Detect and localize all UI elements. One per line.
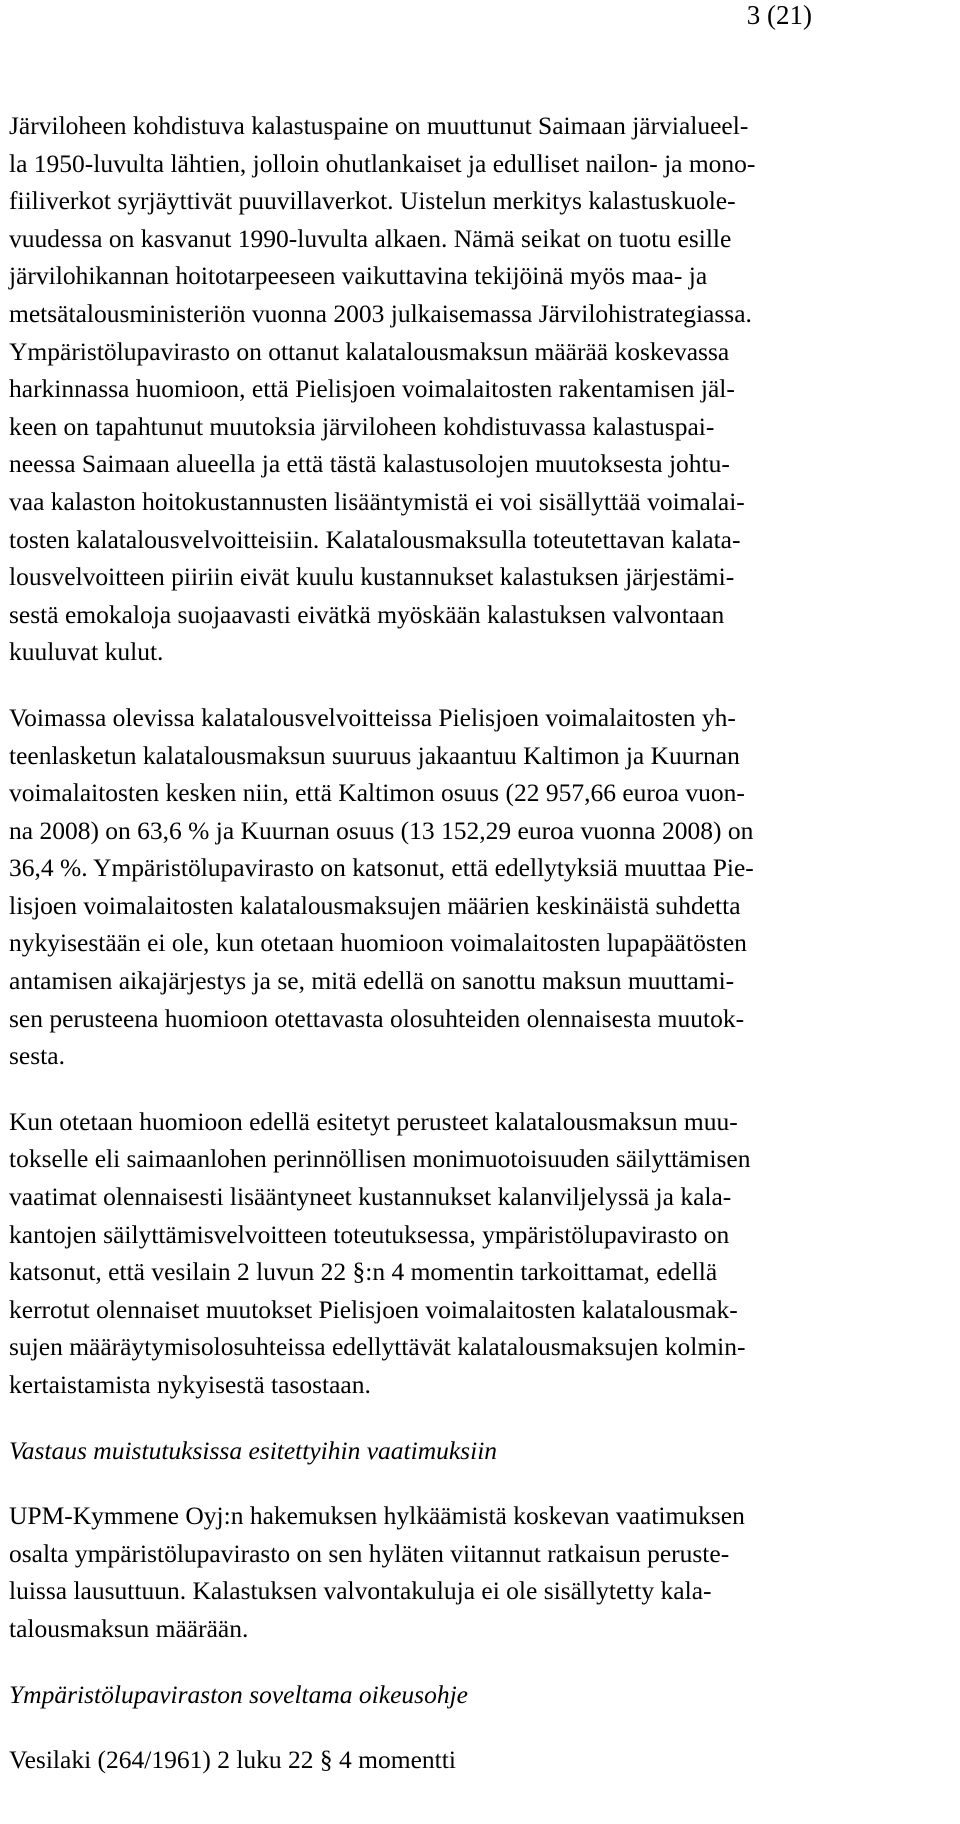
text-line: katsonut, että vesilain 2 luvun 22 §:n 4 momentin tarkoittamat, edellä: [9, 1257, 718, 1287]
paragraph-fee-distribution: [9, 699, 949, 1075]
section-heading: [9, 1676, 949, 1714]
text-line: Kun otetaan huomioon edellä esitetyt perusteet kalatalousmaksun muu-: [9, 1106, 738, 1136]
page-number: 3 (21): [746, 0, 812, 30]
text-line: sen perusteena huomioon otettavasta olosuhteiden olennaisesta muutok-: [9, 1003, 745, 1033]
text-line: sestä emokaloja suojaavasti eivätkä myöskään kalastuksen valvontaan: [9, 599, 725, 629]
text-line: antamisen aikajärjestys ja se, mitä edellä on sanottu maksun muuttami-: [9, 966, 735, 996]
text-line: voimalaitosten kesken niin, että Kaltimon osuus (22 957,66 euroa vuon-: [9, 778, 745, 808]
heading-text: Ympäristölupaviraston soveltama oikeusohje: [9, 1679, 468, 1709]
text-line: talousmaksun määrään.: [9, 1613, 249, 1643]
document-body: [9, 107, 949, 1779]
text-line: neessa Saimaan alueella ja että tästä kalastusolojen muutoksesta johtu-: [9, 449, 730, 479]
text-line: lisjoen voimalaitosten kalatalousmaksujen määrien keskinäistä suhdetta: [9, 890, 741, 920]
text-line: la 1950-luvulta lähtien, jolloin ohutlankaiset ja edulliset nailon- ja mono-: [9, 148, 756, 178]
text-line: kertaistamista nykyisestä tasostaan.: [9, 1370, 371, 1399]
text-line: lousvelvoitteen piiriin eivät kuulu kustannukset kalastuksen järjestämi-: [9, 562, 735, 592]
text-line: tokselle eli saimaanlohen perinnöllisen monimuotoisuuden säilyttämisen: [9, 1144, 751, 1174]
text-line: UPM-Kymmene Oyj:n hakemuksen hylkäämistä koskevan vaatimuksen: [9, 1501, 745, 1531]
text-line: Voimassa olevissa kalatalousvelvoitteissa Pielisjoen voimalaitosten yh-: [9, 702, 736, 732]
heading-text: Vastaus muistutuksissa esitettyihin vaatimuksiin: [9, 1435, 498, 1465]
text-line: sujen määräytymisolosuhteissa edellyttävät kalatalousmaksujen kolmin-: [9, 1332, 746, 1362]
text-line: 36,4 %. Ympäristölupavirasto on katsonut, että edellytyksiä muuttaa Pie-: [9, 853, 754, 883]
text-line: nykyisestään ei ole, kun otetaan huomioon voimalaitosten lupapäätösten: [9, 928, 747, 958]
text-line: metsätalousministeriön vuonna 2003 julkaisemassa Järvilohistrategiassa.: [9, 298, 752, 328]
text-line: vaa kalaston hoitokustannusten lisääntymistä ei voi sisällyttää voimalai-: [9, 486, 745, 516]
text-line: Järviloheen kohdistuva kalastuspaine on muuttunut Saimaan järvialueel-: [9, 111, 749, 140]
text-line: kuuluvat kulut.: [9, 637, 164, 667]
paragraph-fee-tripling: [9, 1103, 949, 1404]
text-line: Ympäristölupavirasto on ottanut kalatalousmaksun määrää koskevassa: [9, 336, 730, 366]
section-heading: [9, 1432, 949, 1470]
text-line: vaatimat olennaisesti lisääntyneet kustannukset kalanviljelyssä ja kala-: [9, 1182, 732, 1212]
text-line: tosten kalatalousvelvoitteisiin. Kalatalousmaksulla toteutettavan kalata-: [9, 524, 741, 554]
text-line: fiiliverkot syrjäyttivät puuvillaverkot. Uistelun merkitys kalastuskuole-: [9, 186, 736, 216]
text-line: na 2008) on 63,6 % ja Kuurnan osuus (13 152,29 euroa vuonna 2008) on: [9, 815, 754, 845]
text-line: luissa lausuttuun. Kalastuksen valvontakuluja ei ole sisällytetty kala-: [9, 1576, 712, 1606]
text-line: Vesilaki (264/1961) 2 luku 22 § 4 momentti: [9, 1745, 456, 1775]
text-line: kantojen säilyttämisvelvoitteen toteutuksessa, ympäristölupavirasto on: [9, 1219, 730, 1249]
text-line: kerrotut olennaiset muutokset Pielisjoen voimalaitosten kalatalousmak-: [9, 1294, 738, 1324]
paragraph-response: [9, 1497, 949, 1647]
text-line: keen on tapahtunut muutoksia järviloheen kohdistuvassa kalastuspai-: [9, 411, 715, 441]
text-line: osalta ympäristölupavirasto on sen hyläten viitannut ratkaisun peruste-: [9, 1538, 730, 1568]
paragraph-legal-reference: [9, 1741, 949, 1779]
paragraph-salmon-fishing-pressure: [9, 107, 949, 671]
text-line: teenlasketun kalatalousmaksun suuruus jakaantuu Kaltimon ja Kuurnan: [9, 740, 740, 770]
text-line: järvilohikannan hoitotarpeeseen vaikuttavina tekijöinä myös maa- ja: [9, 261, 708, 291]
text-line: sesta.: [9, 1041, 65, 1071]
text-line: harkinnassa huomioon, että Pielisjoen voimalaitosten rakentamisen jäl-: [9, 374, 735, 404]
text-line: vuudessa on kasvanut 1990-luvulta alkaen. Nämä seikat on tuotu esille: [9, 223, 732, 253]
